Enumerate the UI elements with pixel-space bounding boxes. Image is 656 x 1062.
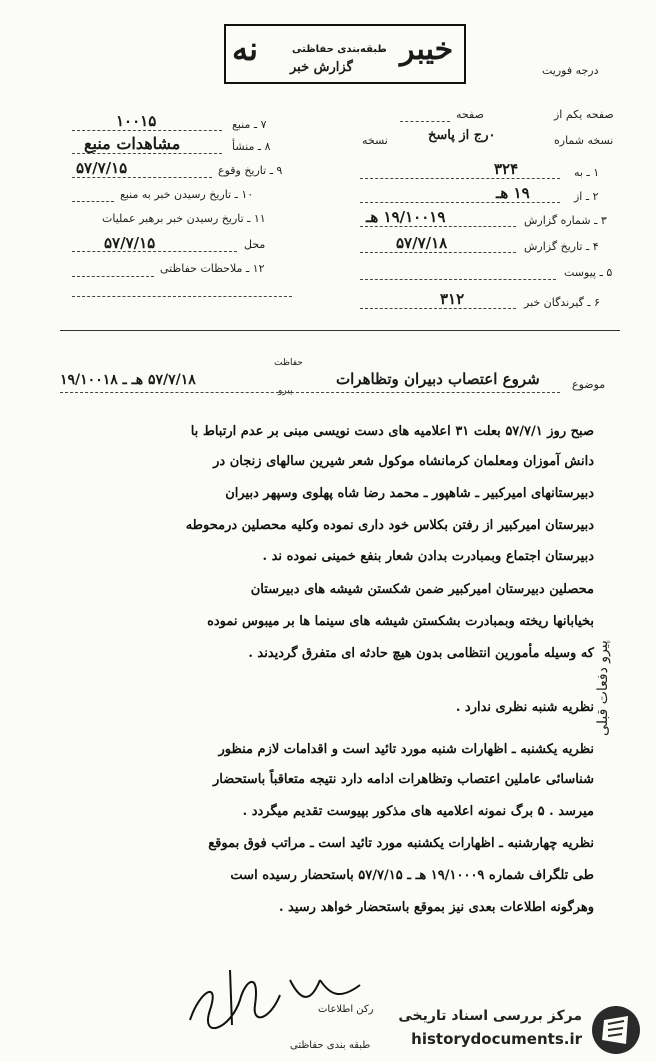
body-line: که وسیله مأمورین انتظامی بدون هیچ حادثه ای متفرق گردیدند . [248,646,594,661]
field-to-label: ۱ ـ به [574,166,600,179]
field-report-date-label: ۴ ـ تاریخ گزارش [524,240,599,253]
field-attachment-label: ۵ ـ پیوست [564,266,613,279]
body-line: بخیابانها ریخته وبمبادرت بشکستن شیشه های سینما ها بر میبوس نموده [207,614,594,629]
body-line: دبیرستان امیرکبیر از رفتن بکلاس خود داری نموده وکلیه محصلین درمحوطه [185,518,594,533]
field-to-value: ۳۲۴ [494,160,519,178]
watermark-title: مرکز بررسی اسناد تاریخی [398,1008,582,1024]
margin-handwritten-note [588,540,618,840]
field-security-notes-label: ۱۲ ـ ملاحظات حفاظتی [160,262,265,275]
field-origin-label: ۸ ـ منشأ [232,140,271,153]
body-line: دبیرستان اجتماع وبمبادرت بدادن شعار بنفع خمینی نموده ند . [262,549,594,564]
field-from-label: ۲ ـ از [574,190,599,203]
signature-icon [170,950,370,1040]
field-receipt-leader-label: ۱۱ ـ تاریخ رسیدن خبر برهبر عملیات [102,212,266,225]
field-place-label: محل [244,238,266,251]
body-line: دبیرستانهای امیرکبیر ـ شاهپور ـ محمد رضا شاه پهلوی وسپهر دبیران [225,486,594,501]
field-recipients-label: ۶ ـ گیرندگان خبر [524,296,600,309]
body-line: نظریه یکشنبه ـ اظهارات شنبه مورد تائید است و اقدامات لازم منظور [218,742,594,757]
footer-note: رکن اطلاعات [318,1004,374,1015]
body-line: نظریه چهارشنبه ـ اظهارات یکشنبه مورد تائید است ـ مراتب فوق بموقع [208,836,594,851]
field-page-label: صفحه یکم از [554,108,614,121]
header-divider [60,330,620,331]
archive-logo-icon [590,1004,642,1056]
field-event-date-label: ۹ ـ تاریخ وقوع [218,164,283,177]
footer-classification: طبقه بندی حفاظتی [290,1040,371,1051]
field-event-date-value: ۵۷/۷/۱۵ [76,159,128,177]
body-line: میرسد . ۵ برگ نمونه اعلامیه های مذکور بپیوست تقدیم میگردد . [242,804,594,819]
body-line: نظریه شنبه نظری ندارد . [455,700,594,715]
field-recipients-value: ۳۱۲ [440,290,465,308]
field-source-label: ۷ ـ منبع [232,118,267,131]
field-report-date-value: ۵۷/۷/۱۸ [396,234,448,252]
priority-label: درجه فوریت [542,64,599,77]
watermark [380,1004,642,1056]
field-page-label2: صفحه [456,108,484,121]
subject-ref-top: حفاظت [274,358,303,368]
body-line: محصلین دبیرستان امیرکبیر ضمن شکستن شیشه های دبیرستان [250,582,594,597]
field-origin-value: مشاهدات منبع [84,134,181,153]
classification-stamp: خیبر [400,32,454,67]
body-line: شناسائی عاملین اعتصاب وتظاهرات ادامه دارد نتیجه متعاقباً باستحضار [212,772,594,787]
field-receipt-source-label: ۱۰ ـ تاریخ رسیدن خبر به منبع [120,188,254,201]
subject-label: موضوع [572,378,606,391]
body-line: صبح روز ۵۷/۷/۱ بعلت ۳۱ اعلامیه های دست نویسی مبنی بر عدم ارتباط با [190,424,594,439]
stamp-line2: گزارش خبر [290,60,353,75]
body-line: دانش آموزان ومعلمان کرمانشاه موکول شعر شیرین سالهای زنجان در [213,454,594,469]
margin-note-text: پیرو دفعات قبلی [595,640,611,736]
field-copy-label: نسخه شماره [554,134,614,147]
subject-ref: ۵۷/۷/۱۸ هـ ـ ۱۹/۱۰۰۱۸ [60,372,196,388]
field-report-number-value: ۱۹/۱۰۰۱۹ هـ [366,208,446,226]
body-line: وهرگونه اطلاعات بعدی نیز بموقع باستحضار خواهد رسید . [278,900,594,915]
subject-ref-bottom: پیرو [278,386,293,396]
field-copy-value: ۰رج از پاسخ [428,128,496,143]
stamp-line1: طبقه‌بندی حفاظتی [292,44,387,55]
classification-suffix: نه [232,30,259,68]
field-from-value: ۱۹ هـ [496,184,530,202]
watermark-url: historydocuments.ir [411,1030,582,1048]
field-place-value: ۵۷/۷/۱۵ [104,234,156,252]
subject-value: شروع اعتصاب دبیران وتظاهرات [336,370,540,388]
field-report-number-label: ۳ ـ شماره گزارش [524,214,607,227]
field-source-value: ۱۰۰۱۵ [116,112,157,130]
body-line: طی تلگراف شماره ۱۹/۱۰۰۰۹ هـ ـ ۵۷/۷/۱۵ باستحضار رسیده است [230,868,594,883]
field-copy-label2: نسخه [362,134,388,147]
